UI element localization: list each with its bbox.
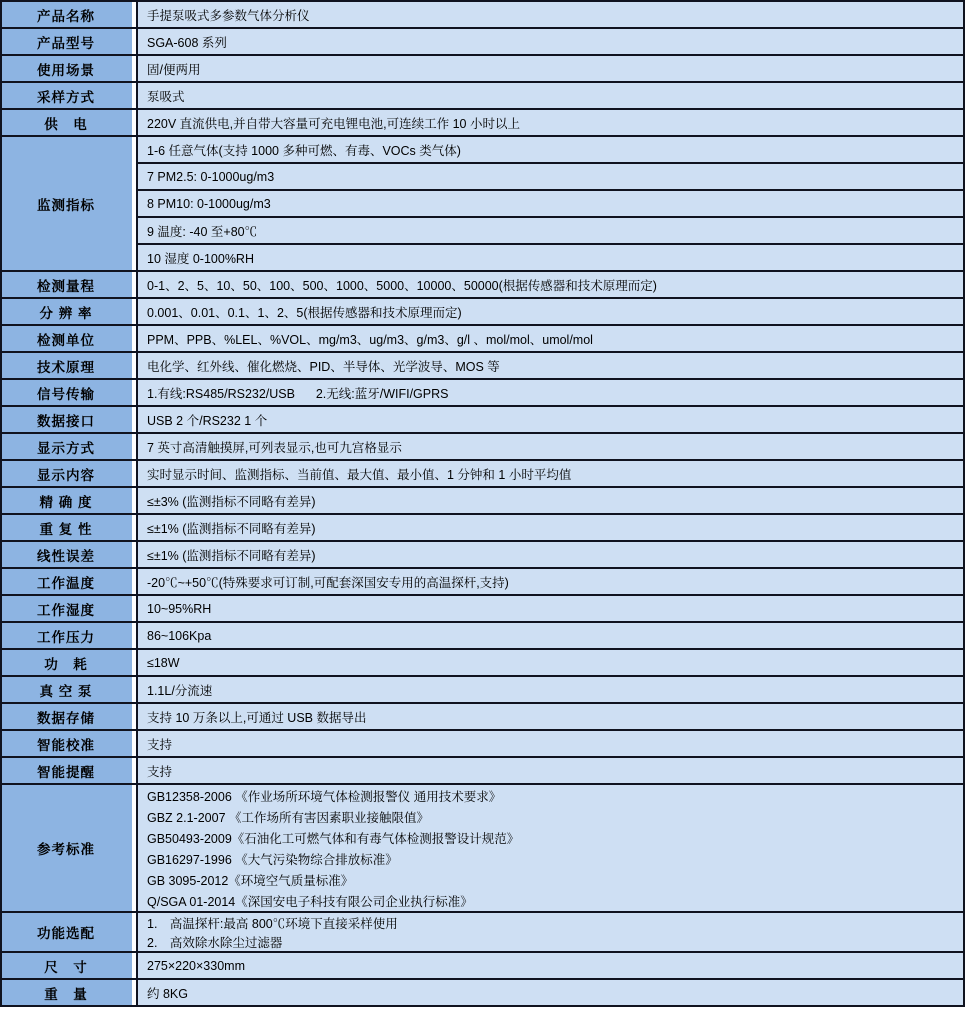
spec-value-line: GBZ 2.1-2007 《工作场所有害因素职业接触限值》	[147, 810, 429, 825]
spec-label: 技术原理	[2, 353, 138, 378]
spec-value: 220V 直流供电,并自带大容量可充电锂电池,可连续工作 10 小时以上	[147, 116, 520, 131]
spec-value: 支持	[147, 737, 173, 752]
spec-value-line: 1. 高温探杆:最高 800℃环境下直接采样使用	[147, 916, 398, 931]
spec-row	[2, 56, 963, 83]
spec-value: ≤18W	[147, 655, 180, 670]
spec-value: 固/便两用	[147, 62, 201, 77]
spec-value-cell	[138, 56, 963, 81]
spec-label: 监测指标	[2, 137, 138, 270]
spec-value-cell	[138, 758, 963, 783]
spec-row	[2, 569, 963, 596]
spec-label: 信号传输	[2, 380, 138, 405]
spec-value-cell	[138, 623, 963, 648]
spec-value-line: GB12358-2006 《作业场所环境气体检测报警仪 通用技术要求》	[147, 789, 502, 804]
spec-value-line: 7 PM2.5: 0-1000ug/m3	[138, 164, 963, 191]
spec-value-cell	[138, 110, 963, 135]
spec-value-cell	[138, 461, 963, 486]
spec-label: 参考标准	[2, 785, 138, 911]
spec-row	[2, 407, 963, 434]
spec-label: 数据接口	[2, 407, 138, 432]
spec-label: 产品型号	[2, 29, 138, 54]
spec-label: 显示方式	[2, 434, 138, 459]
spec-value: 0.001、0.01、0.1、1、2、5(根据传感器和技术原理而定)	[147, 305, 462, 320]
spec-row	[2, 434, 963, 461]
spec-row	[2, 326, 963, 353]
spec-label: 采样方式	[2, 83, 138, 108]
spec-value: 0-1、2、5、10、50、100、500、1000、5000、10000、50000(根据传感器和技术原理而定)	[147, 278, 657, 293]
spec-row	[2, 913, 963, 953]
spec-value-line: 8 PM10: 0-1000ug/m3	[138, 191, 963, 218]
spec-value-cell	[138, 980, 963, 1005]
spec-value-line: 9 温度: -40 至+80℃	[138, 218, 963, 245]
spec-row	[2, 758, 963, 785]
spec-value-cell	[138, 434, 963, 459]
spec-label: 真 空 泵	[2, 677, 138, 702]
spec-value-cell	[138, 299, 963, 324]
spec-value-cell	[138, 785, 963, 911]
spec-row	[2, 110, 963, 137]
spec-value-cell	[138, 913, 963, 951]
spec-value: 实时显示时间、监测指标、当前值、最大值、最小值、1 分钟和 1 小时平均值	[147, 467, 572, 482]
spec-value-line: 2. 高效除水除尘过滤器	[147, 935, 283, 950]
spec-value-cell	[138, 953, 963, 978]
spec-value-cell	[138, 29, 963, 54]
spec-value: -20℃~+50℃(特殊要求可订制,可配套深国安专用的高温探杆,支持)	[147, 575, 509, 590]
spec-row	[2, 515, 963, 542]
spec-value: 1.1L/分流速	[147, 683, 213, 698]
spec-value: USB 2 个/RS232 1 个	[147, 413, 268, 428]
spec-value-cell	[138, 380, 963, 405]
spec-value-cell	[138, 596, 963, 621]
spec-value: 支持 10 万条以上,可通过 USB 数据导出	[147, 710, 367, 725]
spec-row	[2, 380, 963, 407]
spec-value-line: GB16297-1996 《大气污染物综合排放标准》	[147, 852, 398, 867]
spec-label: 智能校准	[2, 731, 138, 756]
spec-row	[2, 488, 963, 515]
spec-row	[2, 83, 963, 110]
spec-label: 检测单位	[2, 326, 138, 351]
spec-label: 检测量程	[2, 272, 138, 297]
spec-value: ≤±3% (监测指标不同略有差异)	[147, 494, 316, 509]
spec-value-line: GB50493-2009《石油化工可燃气体和有毒气体检测报警设计规范》	[147, 831, 520, 846]
spec-label: 精 确 度	[2, 488, 138, 513]
spec-label: 供 电	[2, 110, 138, 135]
spec-row	[2, 299, 963, 326]
spec-value-cell	[138, 704, 963, 729]
spec-value: 泵吸式	[147, 89, 185, 104]
spec-row	[2, 272, 963, 299]
spec-label: 工作湿度	[2, 596, 138, 621]
spec-row	[2, 542, 963, 569]
spec-value-line: GB 3095-2012《环境空气质量标准》	[147, 873, 354, 888]
spec-value-cell	[138, 677, 963, 702]
spec-value: 电化学、红外线、催化燃烧、PID、半导体、光学波导、MOS 等	[147, 359, 500, 374]
spec-label: 分 辨 率	[2, 299, 138, 324]
spec-value-cell	[138, 137, 963, 270]
spec-value-cell	[138, 407, 963, 432]
spec-label: 工作压力	[2, 623, 138, 648]
spec-value-cell	[138, 326, 963, 351]
spec-row	[2, 980, 963, 1007]
spec-label: 使用场景	[2, 56, 138, 81]
spec-row	[2, 704, 963, 731]
spec-value: ≤±1% (监测指标不同略有差异)	[147, 548, 316, 563]
spec-value-cell	[138, 542, 963, 567]
spec-value-cell	[138, 731, 963, 756]
spec-label: 产品名称	[2, 2, 138, 27]
spec-value-line: 1-6 任意气体(支持 1000 多种可燃、有毒、VOCs 类气体)	[138, 137, 963, 164]
spec-row	[2, 650, 963, 677]
spec-value: 约 8KG	[147, 986, 188, 1001]
spec-row	[2, 29, 963, 56]
spec-value-cell	[138, 650, 963, 675]
spec-value: 手提泵吸式多参数气体分析仪	[147, 8, 310, 23]
spec-value-cell	[138, 515, 963, 540]
spec-label: 数据存储	[2, 704, 138, 729]
spec-value-cell	[138, 569, 963, 594]
spec-label: 工作温度	[2, 569, 138, 594]
spec-row	[2, 2, 963, 29]
spec-row	[2, 596, 963, 623]
spec-row	[2, 137, 963, 272]
spec-value-cell	[138, 488, 963, 513]
spec-label: 重 复 性	[2, 515, 138, 540]
spec-value-line: Q/SGA 01-2014《深国安电子科技有限公司企业执行标准》	[147, 894, 473, 909]
spec-value: PPM、PPB、%LEL、%VOL、mg/m3、ug/m3、g/m3、g/l 、mol/mol、umol/mol	[147, 332, 593, 347]
spec-value: 86~106Kpa	[147, 628, 212, 643]
spec-label: 智能提醒	[2, 758, 138, 783]
spec-value-line: 10 湿度 0-100%RH	[147, 251, 254, 266]
spec-label: 线性误差	[2, 542, 138, 567]
spec-row	[2, 353, 963, 380]
spec-value-cell	[138, 272, 963, 297]
spec-value-cell	[138, 353, 963, 378]
spec-row	[2, 731, 963, 758]
spec-label: 显示内容	[2, 461, 138, 486]
spec-value: 支持	[147, 764, 173, 779]
spec-value: 10~95%RH	[147, 601, 212, 616]
spec-row	[2, 953, 963, 980]
spec-label: 重 量	[2, 980, 138, 1005]
spec-row	[2, 461, 963, 488]
spec-value: ≤±1% (监测指标不同略有差异)	[147, 521, 316, 536]
spec-value-cell	[138, 2, 963, 27]
spec-value: SGA-608 系列	[147, 35, 227, 50]
spec-value: 7 英寸高清触摸屏,可列表显示,也可九宫格显示	[147, 440, 402, 455]
spec-row	[2, 623, 963, 650]
spec-label: 功 耗	[2, 650, 138, 675]
spec-row	[2, 677, 963, 704]
spec-label: 尺 寸	[2, 953, 138, 978]
spec-row	[2, 785, 963, 913]
spec-value: 275×220×330mm	[147, 958, 245, 973]
spec-label: 功能选配	[2, 913, 138, 951]
spec-value-cell	[138, 83, 963, 108]
spec-value: 1.有线:RS485/RS232/USB 2.无线:蓝牙/WIFI/GPRS	[147, 386, 449, 401]
